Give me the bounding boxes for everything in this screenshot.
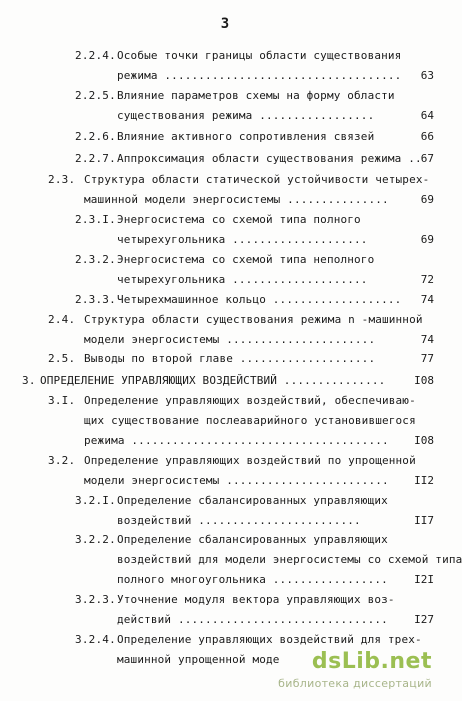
toc-entry-text: машинной модели энергосистемы ............... (84, 192, 389, 206)
toc-entry-page: 77 (420, 352, 434, 365)
toc-entry-number: 3.2.I. (75, 494, 116, 507)
toc-entry-text: Аппроксимация области существования режима .. (117, 152, 422, 165)
toc-entry-text: щих существование послеаварийного установившегося (84, 413, 416, 427)
toc-entry-text: воздействий ........................ (117, 513, 361, 527)
toc-entry-number: 2.3.2. (75, 253, 116, 266)
toc-entry-text: полного многоугольника ................. (117, 572, 388, 586)
toc-entry-number: 3.I. (48, 394, 76, 407)
toc-entry-page: 67 (420, 152, 434, 165)
toc-entry-text: Влияние активного сопротивления связей (117, 130, 375, 143)
toc-entry-text: Структура области статической устойчивости четырех- (84, 173, 430, 186)
toc-entry-text: Определение сбалансированных управляющих (117, 533, 388, 546)
toc-entry-page: 66 (420, 130, 434, 143)
toc-entry-text: Энергосистема со схемой типа полного (117, 213, 361, 226)
toc-entry-page: I08 (414, 433, 434, 447)
toc-entry-number: 3.2. (48, 454, 76, 467)
toc-entry-number: 2.3. (48, 173, 76, 186)
toc-entry-page: 64 (420, 108, 434, 122)
toc-entry-text: модели энергосистемы ........................ (84, 473, 389, 487)
toc-entry-text: воздействий для модели энергосистемы со схемой типа (117, 552, 462, 566)
toc-entry-number: 3.2.3. (75, 593, 116, 606)
toc-entry-page: I2I (414, 572, 434, 586)
toc-entry-text: Определение управляющих воздействий по упрощенной (84, 454, 416, 467)
toc-entry-text: модели энергосистемы ...................... (84, 332, 376, 346)
toc-entry-text: четырехугольника .................... (117, 232, 368, 246)
toc-entry-text: Определение сбалансированных управляющих (117, 494, 388, 507)
watermark (258, 649, 438, 695)
toc-entry-page: 69 (420, 232, 434, 246)
toc-entry-number: 2.5. (48, 352, 76, 365)
toc-entry-text: машинной упрощенной моде (117, 652, 280, 666)
toc-entry-number: 3.2.2. (75, 533, 116, 546)
toc-entry-text: Выводы по второй главе .................... (84, 352, 376, 365)
toc-entry-text: Энергосистема со схемой типа неполного (117, 253, 375, 266)
toc-entry-text: режима ................................... (117, 68, 402, 82)
toc-entry-number: 2.2.6. (75, 130, 116, 143)
toc-entry-page: 69 (420, 192, 434, 206)
toc-entry-number: 2.2.4. (75, 49, 116, 62)
toc-entry-number: 3. (22, 374, 36, 387)
toc-entry-text: Влияние параметров схемы на форму области (117, 89, 395, 102)
toc-entry-text: Четырехмашинное кольцо ................... (117, 293, 402, 306)
toc-entry-page: I08 (414, 374, 434, 387)
toc-entry-number: 3.2.4. (75, 633, 116, 646)
toc-entry-page: 72 (420, 272, 434, 286)
toc-entry-text: Уточнение модуля вектора управляющих воз- (117, 593, 395, 606)
toc-entry-page: 74 (420, 332, 434, 346)
toc-entry-text: существования режима ................. (117, 108, 375, 122)
toc-entry-page: II2 (414, 473, 434, 487)
toc-entry-text: четырехугольника .................... (117, 272, 368, 286)
watermark-subtitle: библиотека диссертаций (278, 677, 432, 690)
toc-entry-text: Определение управляющих воздействий, обеспечиваю- (84, 394, 416, 407)
toc-entry-page: I27 (414, 612, 434, 626)
toc-entry-text: Особые точки границы области существования (117, 49, 402, 62)
toc-entry-text: ОПРЕДЕЛЕНИЕ УПРАВЛЯЮЩИХ ВОЗДЕЙСТВИЙ ............... (40, 374, 386, 387)
toc-entry-number: 2.2.5. (75, 89, 116, 102)
toc-entry-number: 2.4. (48, 313, 76, 326)
toc-entry-text: режима ...................................... (84, 433, 389, 447)
toc-entry-text: действий ............................... (117, 612, 388, 626)
toc-entry-number: 2.3.3. (75, 293, 116, 306)
page-number: 3 (220, 16, 230, 32)
toc-entry-page: 74 (420, 293, 434, 306)
toc-entry-number: 2.2.7. (75, 152, 116, 165)
toc-entry-text: Определение управляющих воздействий для трех- (117, 633, 422, 646)
watermark-logo: dsLib.net (311, 649, 432, 674)
toc-entry-number: 2.3.I. (75, 213, 116, 226)
toc-entry-page: II7 (414, 513, 434, 527)
toc-entry-page: 63 (420, 68, 434, 82)
toc-entry-text: Структура области существования режима n -машинной (84, 313, 423, 326)
